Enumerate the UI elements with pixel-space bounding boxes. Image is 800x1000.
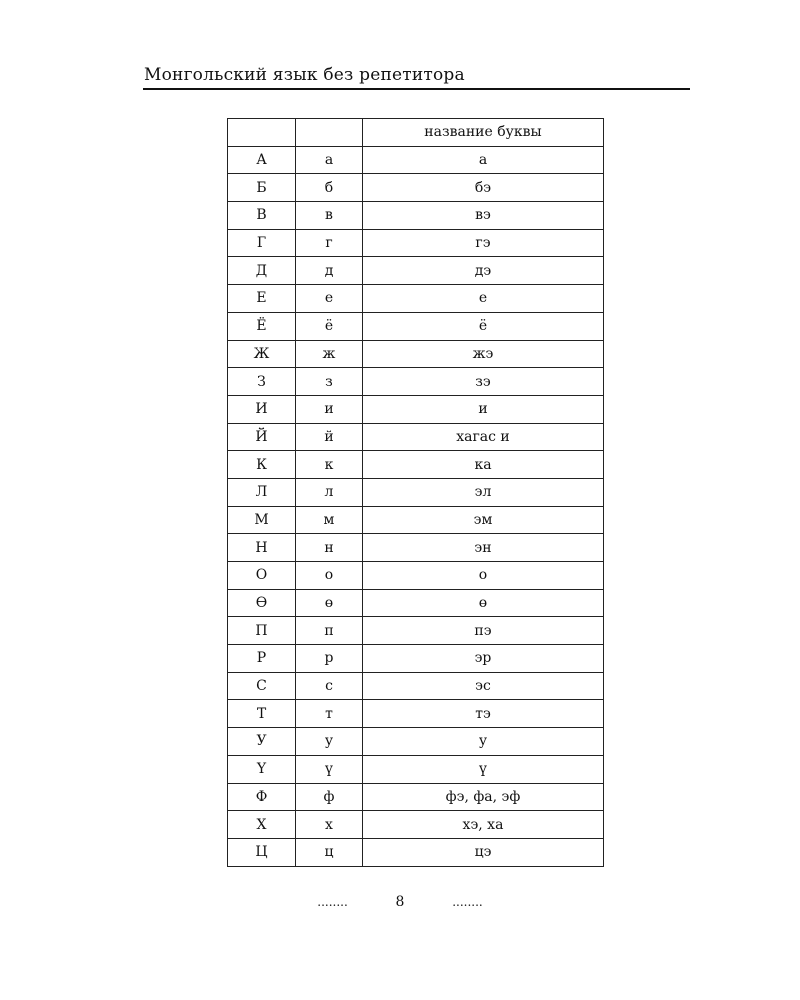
page-number: 8 <box>395 894 405 910</box>
table-row <box>228 395 604 423</box>
table-row <box>228 340 604 368</box>
table-row <box>228 783 604 811</box>
table-row <box>228 811 604 839</box>
lowercase-letter-cell: о <box>296 562 363 590</box>
uppercase-letter-cell: К <box>228 451 296 479</box>
table-row <box>228 478 604 506</box>
letter-name-cell: о <box>363 562 604 590</box>
uppercase-letter-cell: Р <box>228 645 296 673</box>
lowercase-letter-cell: д <box>296 257 363 285</box>
letter-name-cell: е <box>363 285 604 313</box>
table-row <box>228 451 604 479</box>
lowercase-letter-cell: г <box>296 229 363 257</box>
letter-name-cell: эр <box>363 645 604 673</box>
letter-name-cell: эм <box>363 506 604 534</box>
alphabet-table <box>227 118 604 867</box>
uppercase-letter-cell: Ө <box>228 589 296 617</box>
lowercase-letter-cell: ц <box>296 838 363 866</box>
lowercase-letter-cell: х <box>296 811 363 839</box>
page-header-title: Монгольский язык без репетитора <box>144 65 465 85</box>
footer-left-dots: ........ <box>317 895 348 909</box>
letter-name-cell: ө <box>363 589 604 617</box>
letter-name-cell: а <box>363 146 604 174</box>
lowercase-letter-cell: и <box>296 395 363 423</box>
uppercase-letter-cell: Й <box>228 423 296 451</box>
lowercase-letter-cell: н <box>296 534 363 562</box>
lowercase-letter-cell: й <box>296 423 363 451</box>
lowercase-letter-cell: з <box>296 368 363 396</box>
letter-name-cell: эс <box>363 672 604 700</box>
letter-name-cell: гэ <box>363 229 604 257</box>
letter-name-cell: хагас и <box>363 423 604 451</box>
table-row <box>228 672 604 700</box>
table-row <box>228 700 604 728</box>
uppercase-letter-cell: Б <box>228 174 296 202</box>
lowercase-letter-cell: с <box>296 672 363 700</box>
letter-name-cell: хэ, ха <box>363 811 604 839</box>
lowercase-letter-cell: а <box>296 146 363 174</box>
table-row <box>228 285 604 313</box>
letter-name-cell: эл <box>363 478 604 506</box>
lowercase-letter-cell: в <box>296 202 363 230</box>
table-row <box>228 617 604 645</box>
lowercase-letter-cell: к <box>296 451 363 479</box>
letter-name-cell: ё <box>363 312 604 340</box>
uppercase-letter-cell: О <box>228 562 296 590</box>
lowercase-letter-cell: ф <box>296 783 363 811</box>
table-header-cell: название буквы <box>363 119 604 147</box>
letter-name-cell: фэ, фа, эф <box>363 783 604 811</box>
uppercase-letter-cell: Ё <box>228 312 296 340</box>
table-row <box>228 506 604 534</box>
lowercase-letter-cell: ё <box>296 312 363 340</box>
letter-name-cell: и <box>363 395 604 423</box>
table-row <box>228 728 604 756</box>
letter-name-cell: цэ <box>363 838 604 866</box>
uppercase-letter-cell: Д <box>228 257 296 285</box>
letter-name-cell: ка <box>363 451 604 479</box>
table-row <box>228 562 604 590</box>
uppercase-letter-cell: С <box>228 672 296 700</box>
letter-name-cell: дэ <box>363 257 604 285</box>
letter-name-cell: эн <box>363 534 604 562</box>
letter-name-cell: у <box>363 728 604 756</box>
uppercase-letter-cell: Т <box>228 700 296 728</box>
table-row <box>228 534 604 562</box>
lowercase-letter-cell: у <box>296 728 363 756</box>
lowercase-letter-cell: л <box>296 478 363 506</box>
table-row <box>228 589 604 617</box>
letter-name-cell: пэ <box>363 617 604 645</box>
table-row <box>228 202 604 230</box>
uppercase-letter-cell: Ж <box>228 340 296 368</box>
table-row <box>228 755 604 783</box>
table-row <box>228 838 604 866</box>
lowercase-letter-cell: п <box>296 617 363 645</box>
table-row <box>228 229 604 257</box>
letter-name-cell: тэ <box>363 700 604 728</box>
table-row <box>228 174 604 202</box>
footer-right-dots: ........ <box>452 895 483 909</box>
letter-name-cell: бэ <box>363 174 604 202</box>
uppercase-letter-cell: А <box>228 146 296 174</box>
letter-name-cell: зэ <box>363 368 604 396</box>
uppercase-letter-cell: Н <box>228 534 296 562</box>
uppercase-letter-cell: Ү <box>228 755 296 783</box>
uppercase-letter-cell: Ц <box>228 838 296 866</box>
lowercase-letter-cell: ү <box>296 755 363 783</box>
uppercase-letter-cell: П <box>228 617 296 645</box>
lowercase-letter-cell: м <box>296 506 363 534</box>
uppercase-letter-cell: И <box>228 395 296 423</box>
page-footer <box>0 894 800 910</box>
table-row <box>228 368 604 396</box>
letter-name-cell: вэ <box>363 202 604 230</box>
table-row <box>228 312 604 340</box>
uppercase-letter-cell: Г <box>228 229 296 257</box>
header-rule <box>143 88 690 90</box>
uppercase-letter-cell: В <box>228 202 296 230</box>
lowercase-letter-cell: р <box>296 645 363 673</box>
lowercase-letter-cell: ж <box>296 340 363 368</box>
uppercase-letter-cell: М <box>228 506 296 534</box>
uppercase-letter-cell: У <box>228 728 296 756</box>
table-header-row <box>228 119 604 147</box>
uppercase-letter-cell: Л <box>228 478 296 506</box>
lowercase-letter-cell: б <box>296 174 363 202</box>
lowercase-letter-cell: е <box>296 285 363 313</box>
table-row <box>228 645 604 673</box>
uppercase-letter-cell: Е <box>228 285 296 313</box>
letter-name-cell: ү <box>363 755 604 783</box>
lowercase-letter-cell: ө <box>296 589 363 617</box>
table-header-cell <box>228 119 296 147</box>
uppercase-letter-cell: Ф <box>228 783 296 811</box>
uppercase-letter-cell: Х <box>228 811 296 839</box>
lowercase-letter-cell: т <box>296 700 363 728</box>
table-row <box>228 257 604 285</box>
table-row <box>228 423 604 451</box>
table-body <box>228 146 604 866</box>
table-row <box>228 146 604 174</box>
table-header <box>228 119 604 147</box>
page-header <box>143 64 690 90</box>
uppercase-letter-cell: З <box>228 368 296 396</box>
table-header-cell <box>296 119 363 147</box>
letter-name-cell: жэ <box>363 340 604 368</box>
